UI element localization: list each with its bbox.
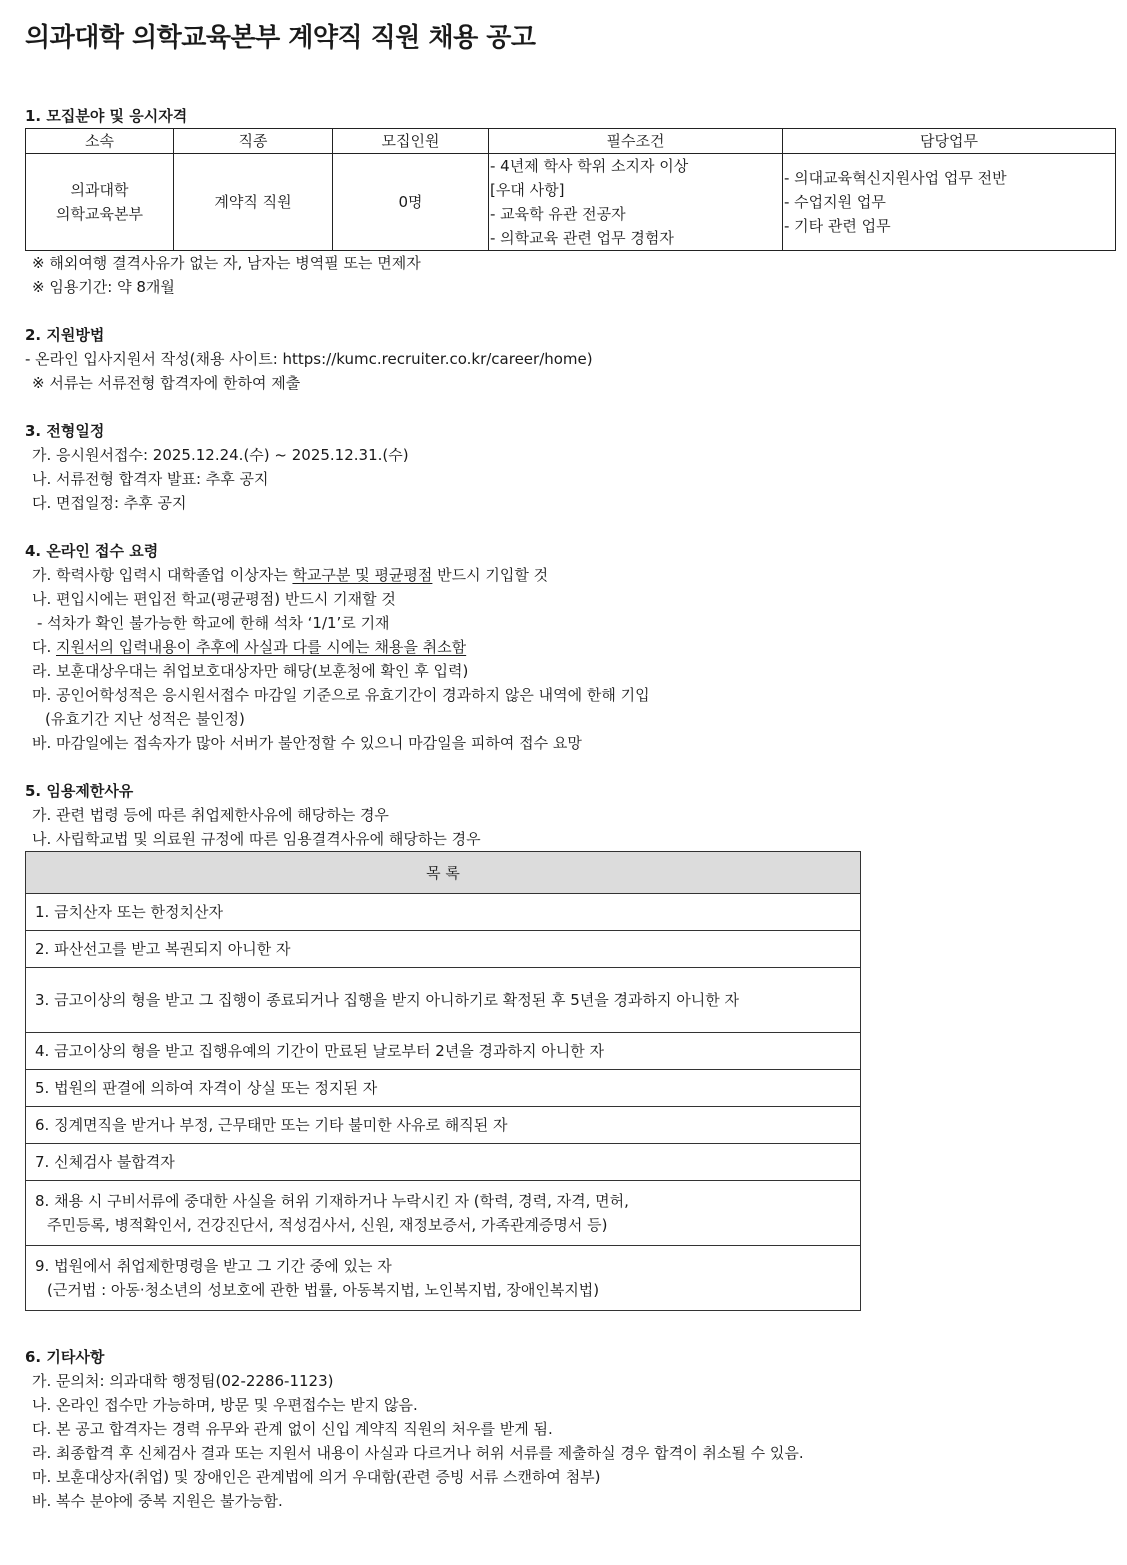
text-line: 나. 온라인 접수만 가능하며, 방문 및 우편접수는 받지 않음. <box>32 1396 418 1414</box>
item-line: (근거법 : 아동·청소년의 성보호에 관한 법률, 아동복지법, 노인복지법, 장애인복지법) <box>47 1281 600 1299</box>
text-line: 나. 사립학교법 및 의료원 규정에 따른 임용결격사유에 해당하는 경우 <box>32 830 481 848</box>
text-line: 다. 면접일정: 추후 공지 <box>32 494 187 512</box>
text-line: (유효기간 지난 성적은 불인정) <box>45 710 245 728</box>
header-list: 목 록 <box>26 852 861 894</box>
section-title: 5. 임용제한사유 <box>25 782 134 800</box>
text-line: 가. 응시원서접수: 2025.12.24.(수) ~ 2025.12.31.(수) <box>32 446 409 464</box>
page-title: 의과대학 의학교육본부 계약직 직원 채용 공고 <box>25 23 536 53</box>
requirement-line: [우대 사항] <box>490 181 565 199</box>
table-row <box>26 1181 861 1246</box>
table-header-row <box>26 129 1116 154</box>
section-online-guide <box>25 539 1115 755</box>
text-line: 마. 공인어학성적은 응시원서접수 마감일 기준으로 유효기간이 경과하지 않은 내역에 한해 기입 <box>32 686 650 704</box>
requirement-line: - 의학교육 관련 업무 경험자 <box>490 229 674 247</box>
cell-requirements <box>489 154 783 251</box>
text-line: - 석차가 확인 불가능한 학교에 한해 석차 ‘1/1’로 기재 <box>37 614 390 632</box>
section-schedule <box>25 419 1115 515</box>
restriction-item: 7. 신체검사 불합격자 <box>26 1144 861 1181</box>
item-line: 9. 법원에서 취업제한명령을 받고 그 기간 중에 있는 자 <box>35 1257 392 1275</box>
item-line: 주민등록, 병적확인서, 건강진단서, 적성검사서, 신원, 재정보증서, 가족관계증명서 등) <box>47 1216 608 1234</box>
text-line: 나. 편입시에는 편입전 학교(평균평점) 반드시 기재할 것 <box>32 590 396 608</box>
requirement-line: - 4년제 학사 학위 소지자 이상 <box>490 157 689 175</box>
table-row <box>26 931 861 968</box>
header-count: 모집인원 <box>333 129 489 154</box>
text-line <box>25 563 1115 587</box>
duty-line: - 수업지원 업무 <box>784 193 886 211</box>
text-line <box>25 635 1115 659</box>
table-row <box>26 1246 861 1311</box>
requirement-line: - 교육학 유관 전공자 <box>490 205 626 223</box>
text-span: 반드시 기입할 것 <box>432 566 549 584</box>
duty-line: - 의대교육혁신지원사업 업무 전반 <box>784 169 1007 187</box>
cell-affiliation <box>26 154 174 251</box>
header-duties: 담당업무 <box>783 129 1116 154</box>
header-requirements: 필수조건 <box>489 129 783 154</box>
table-row <box>26 1070 861 1107</box>
duty-line: - 기타 관련 업무 <box>784 217 891 235</box>
section-title: 4. 온라인 접수 요령 <box>25 542 159 560</box>
text-line: 가. 관련 법령 등에 따른 취업제한사유에 해당하는 경우 <box>32 806 389 824</box>
note-line: ※ 서류는 서류전형 합격자에 한하여 제출 <box>32 374 301 392</box>
underlined-text: 학교구분 및 평균평점 <box>292 566 433 584</box>
restriction-item: 6. 징계면직을 받거나 부정, 근무태만 또는 기타 불미한 사유로 해직된 자 <box>26 1107 861 1144</box>
text-line: - 온라인 입사지원서 작성(채용 사이트: https://kumc.recruiter.co.kr/career/home) <box>25 350 593 368</box>
text-line: 나. 서류전형 합격자 발표: 추후 공지 <box>32 470 269 488</box>
text-line: 라. 보훈대상우대는 취업보호대상자만 해당(보훈청에 확인 후 입력) <box>32 662 469 680</box>
cell-job-type: 계약직 직원 <box>174 154 333 251</box>
header-affiliation: 소속 <box>26 129 174 154</box>
section-title: 1. 모집분야 및 응시자격 <box>25 107 188 125</box>
table-row <box>26 154 1116 251</box>
restriction-item <box>26 1181 861 1246</box>
restriction-item: 1. 금치산자 또는 한정치산자 <box>26 894 861 931</box>
table-row <box>26 1107 861 1144</box>
section-other <box>25 1345 1115 1513</box>
underlined-text: 지원서의 입력내용이 추후에 사실과 다를 시에는 채용을 취소함 <box>56 638 467 656</box>
note-line: ※ 임용기간: 약 8개월 <box>32 278 175 296</box>
section-title: 6. 기타사항 <box>25 1348 105 1366</box>
section-recruitment <box>25 104 1115 299</box>
text-line: 바. 마감일에는 접속자가 많아 서버가 불안정할 수 있으니 마감일을 피하여 접수 요망 <box>32 734 582 752</box>
item-line: 8. 채용 시 구비서류에 중대한 사실을 허위 기재하거나 누락시킨 자 (학력, 경력, 자격, 면허, <box>35 1192 629 1210</box>
restriction-table <box>25 851 861 1311</box>
affiliation-line: 의과대학 <box>70 181 129 199</box>
note-line: ※ 해외여행 결격사유가 없는 자, 남자는 병역필 또는 면제자 <box>32 254 421 272</box>
text-line: 바. 복수 분야에 중복 지원은 불가능함. <box>32 1492 283 1510</box>
header-job-type: 직종 <box>174 129 333 154</box>
restriction-item: 3. 금고이상의 형을 받고 그 집행이 종료되거나 집행을 받지 아니하기로 확정된 후 5년을 경과하지 아니한 자 <box>26 968 861 1033</box>
text-span: 다. <box>32 638 57 656</box>
affiliation-line: 의학교육본부 <box>56 205 143 223</box>
table-row <box>26 968 861 1033</box>
table-header-row <box>26 852 861 894</box>
text-line: 다. 본 공고 합격자는 경력 유무와 관계 없이 신입 계약직 직원의 처우를 받게 됨. <box>32 1420 553 1438</box>
restriction-item: 5. 법원의 판결에 의하여 자격이 상실 또는 정지된 자 <box>26 1070 861 1107</box>
table-row <box>26 1033 861 1070</box>
text-line: 마. 보훈대상자(취업) 및 장애인은 관계법에 의거 우대함(관련 증빙 서류 스캔하여 첨부) <box>32 1468 601 1486</box>
text-line: 가. 문의처: 의과대학 행정팀(02-2286-1123) <box>32 1372 334 1390</box>
text-line: 라. 최종합격 후 신체검사 결과 또는 지원서 내용이 사실과 다르거나 허위 서류를 제출하실 경우 합격이 취소될 수 있음. <box>32 1444 804 1462</box>
cell-duties <box>783 154 1116 251</box>
section-title: 3. 전형일정 <box>25 422 105 440</box>
text-span: 가. 학력사항 입력시 대학졸업 이상자는 <box>32 566 293 584</box>
restriction-item <box>26 1246 861 1311</box>
restriction-item: 4. 금고이상의 형을 받고 집행유예의 기간이 만료된 날로부터 2년을 경과하지 아니한 자 <box>26 1033 861 1070</box>
restriction-item: 2. 파산선고를 받고 복권되지 아니한 자 <box>26 931 861 968</box>
table-row <box>26 894 861 931</box>
table-row <box>26 1144 861 1181</box>
cell-count: 0명 <box>333 154 489 251</box>
recruitment-table <box>25 128 1116 251</box>
section-application <box>25 323 1115 395</box>
section-title: 2. 지원방법 <box>25 326 105 344</box>
section-restrictions <box>25 779 1115 1311</box>
